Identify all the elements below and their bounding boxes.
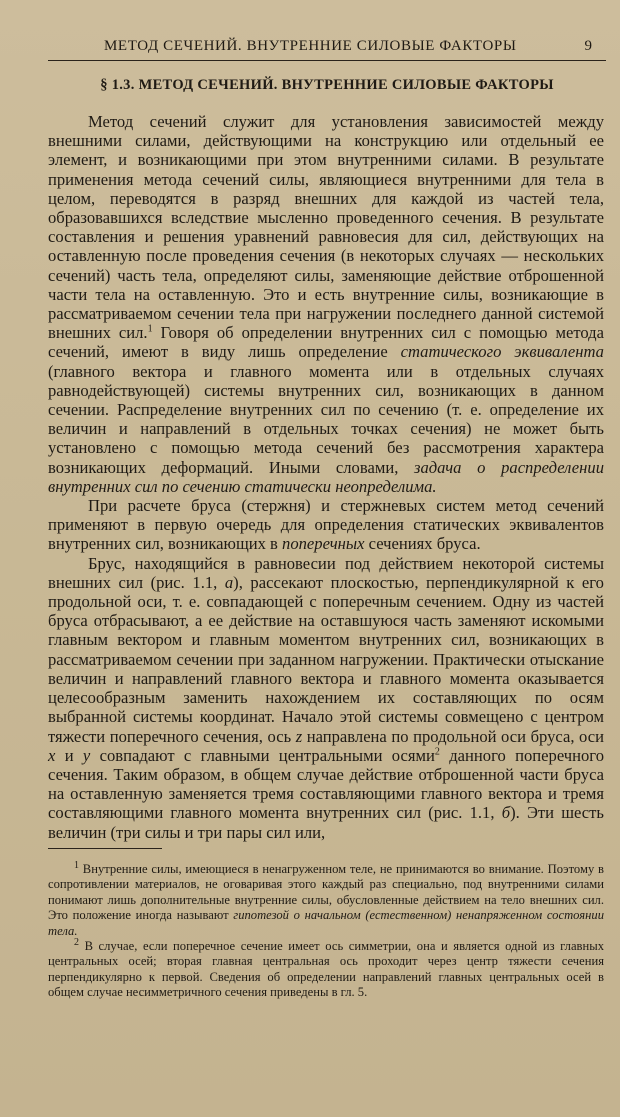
paragraph-2 (48, 496, 604, 554)
page-number: 9 (584, 38, 592, 54)
paragraph-3 (48, 554, 604, 842)
text-run: сечениях бруса. (364, 534, 481, 554)
axis-symbol: z (295, 726, 303, 746)
text-run: Говоря об определении внутренних сил с помощью метода сечений, имеют в виду лишь определение (48, 323, 604, 362)
footnote-mark-2: 2 (74, 936, 79, 948)
footnote-ref-2: 2 (434, 746, 440, 758)
footnote-text: Внутренние силы, имеющиеся в ненагруженном теле, не принимаются во внимание. Поэтому в сопротивлении материалов, не оговаривая этого каждый раз специально, под внутренними силами понимают лишь дополнительные внутренние силы, обусловленные действием на тело внешних сил. Это положение иногда называют (48, 862, 604, 923)
text-run: и (55, 745, 83, 765)
footnote-text: В случае, если поперечное сечение имеет ось симметрии, она и является одной из главных центральных осей; вторая главная центральная ось проходит через центр тяжести сечения перпендикулярно к первой. Сведения об определении направлений главных центральных осей в общем случае несимметричного сечения приведены в гл. 5. (48, 939, 604, 1000)
italic-term: гипотезой о начальном (естественном) ненапряженном состоянии тела. (48, 908, 604, 938)
italic-term: статического эквивалента (400, 342, 604, 362)
italic-term: б (501, 803, 511, 823)
text-run: (главного вектора и главного момента или в отдельных случаях равнодействующей) системы внутренних сил, возникающих в данном сечении. Распределение внутренних сил по сечению (т. е. определение их величин и направлений в отдельных точках сечения) не может быть установлено с помощью метода сечений без рассмотрения характера возникающих деформаций. Иными словами, (48, 361, 604, 477)
text-run: При расчете бруса (стержня) и стержневых систем метод сечений применяют в первую очередь для определения статических эквивалентов внутренних сил, возникающих в (48, 496, 604, 554)
axis-symbol: y (82, 745, 91, 765)
footnote-1 (48, 859, 604, 939)
footnote-mark-1: 1 (74, 859, 79, 871)
italic-term: задача о распределении внутренних сил по сечению статически неопределима. (48, 457, 604, 496)
section-heading: § 1.3. МЕТОД СЕЧЕНИЙ. ВНУТРЕННИЕ СИЛОВЫЕ ФАКТОРЫ (100, 77, 554, 93)
text-run: Брус, находящийся в равновесии под действием некоторой системы внешних сил (рис. 1.1, (48, 553, 604, 592)
running-header (48, 36, 606, 61)
footnote-2 (48, 936, 604, 1001)
italic-term: поперечных (282, 534, 365, 554)
italic-term: а (224, 572, 234, 592)
text-run: ), рассекают плоскостью, перпендикулярной к его продольной оси, т. е. совпадающей с поперечным сечением. Одну из частей бруса отбрасывают, а ее действие на оставшуюся часть заменяют искомыми главным вектором и главным моментом внутренних сил, возникающих в рассматриваемом сечении при заданном нагружении. Практически отыскание величин и направлений главного вектора и главного момента оказывается целесообразным заменить нахождением их составляющих по осям выбранной системы координат. Начало этой системы совмещено с центром тяжести поперечного сечения, ось (48, 572, 604, 746)
paragraph-1 (48, 112, 604, 496)
text-run: данного поперечного сечения. Таким образом, в общем случае действие отброшенной части бруса на оставленную заменяется тремя составляющими главного вектора и тремя составляющими главного момента внутренних сил (рис. 1.1, (48, 745, 604, 823)
footnote-divider (48, 848, 162, 849)
text-run: направлена по продольной оси бруса, оси (302, 726, 604, 746)
text-run: Метод сечений служит для установления зависимостей между внешними силами, действующими на конструкцию или отдельный ее элемент, и возникающими при этом внутренними силами. В результате применения метода сечений силы, являющиеся внутренними для тела в целом, переводятся в разряд внешних для каждой из частей тела, образовавшихся вследствие мысленно проведенного сечения. В результате составления и решения уравнений равновесия для сил, действующих на оставленную после проведения сечения (в некоторых случаях — нескольких сечений) часть тела, определяют силы, заменяющие действие отброшенной части тела на оставленную. Это и есть внутренние силы, возникающие в рассматриваемом сечении тела при нагружении последнего данной системой внешних сил. (48, 112, 604, 343)
axis-symbol: x (48, 745, 56, 765)
text-run: совпадают с главными центральными осями (90, 745, 435, 765)
body-text (48, 112, 604, 842)
footnote-ref-1: 1 (147, 323, 153, 335)
footnotes (48, 859, 604, 1001)
running-title: МЕТОД СЕЧЕНИЙ. ВНУТРЕННИЕ СИЛОВЫЕ ФАКТОРЫ (104, 38, 517, 54)
text-run: ). Эти шесть величин (три силы и три пары сил или, (48, 803, 604, 842)
